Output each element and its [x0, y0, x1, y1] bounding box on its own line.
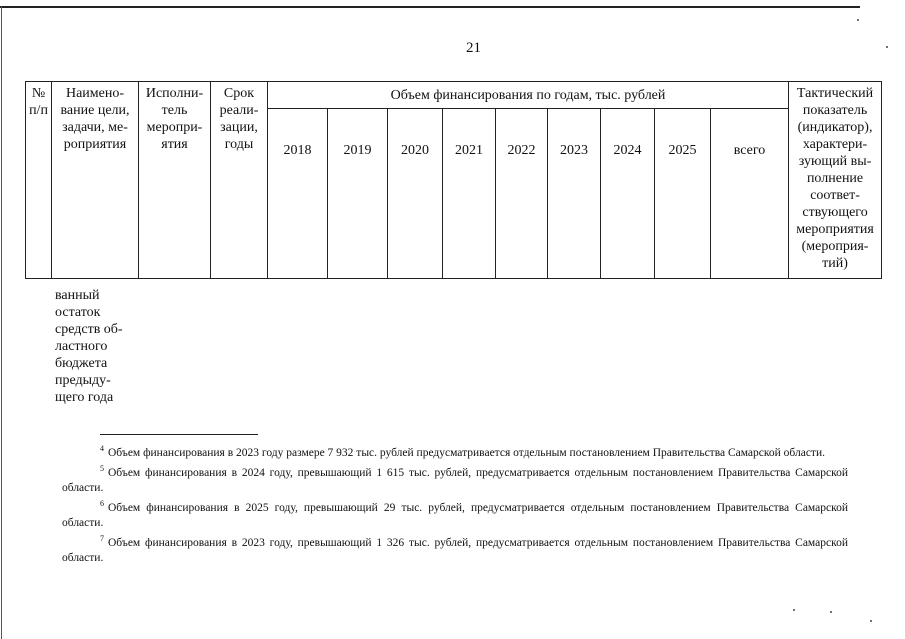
footnote — [62, 531, 848, 566]
year-cell: 2025 — [655, 109, 711, 279]
year-cell: 2019 — [328, 109, 388, 279]
scan-border-top — [0, 6, 860, 8]
footnote-text: Объем финансирования в 2024 году, превышающий 1 615 тыс. рублей, предусматривается отдельным постановлением Правительства Самарской области. — [62, 467, 848, 494]
header-cell-executor: Исполни- тель меропри- ятия — [139, 82, 211, 279]
table-header-row — [26, 82, 882, 109]
scan-speck — [830, 611, 832, 613]
scan-speck — [870, 620, 872, 622]
footnote-text: Объем финансирования в 2023 году размере 7 932 тыс. рублей предусматривается отдельным постановлением Правительства Самарской области. — [108, 447, 825, 459]
scan-border-left — [1, 6, 2, 639]
footnote — [62, 441, 848, 461]
continuation-text: ванный остаток средств об- ластного бюджета предыду- щего года — [55, 288, 123, 405]
footnote-text: Объем финансирования в 2025 году, превышающий 29 тыс. рублей, предусматривается отдельным постановлением Правительства Самарской области. — [62, 502, 848, 529]
header-cell-indicator: Тактический показатель (индикатор), характери- зующий вы- полнение соответ- ствующего мероприятия (мероприя- тий) — [789, 82, 882, 279]
scan-speck — [793, 609, 795, 611]
footnote-marker: 5 — [100, 464, 104, 473]
footnotes — [62, 441, 848, 566]
footnote-marker: 4 — [100, 444, 104, 453]
footnote-separator — [100, 434, 258, 435]
header-cell-name: Наимено- вание цели, задачи, ме- роприятия — [52, 82, 139, 279]
header-cell-number: № п/п — [26, 82, 52, 279]
header-cell-financing: Объем финансирования по годам, тыс. рублей — [268, 82, 789, 109]
year-cell: 2021 — [443, 109, 496, 279]
scan-speck — [886, 46, 888, 48]
footnote — [62, 461, 848, 496]
page-number: 21 — [466, 40, 481, 56]
footnote-marker: 7 — [100, 534, 104, 543]
footnote-text: Объем финансирования в 2023 году, превышающий 1 326 тыс. рублей, предусматривается отдельным постановлением Правительства Самарской области. — [62, 537, 848, 564]
footnote-marker: 6 — [100, 499, 104, 508]
financing-table — [25, 81, 882, 279]
scan-speck — [857, 19, 859, 21]
year-cell: 2023 — [548, 109, 601, 279]
year-cell: 2020 — [388, 109, 443, 279]
year-cell: 2022 — [496, 109, 548, 279]
footnote — [62, 496, 848, 531]
header-cell-term: Срок реали- зации, годы — [211, 82, 268, 279]
year-cell: 2024 — [601, 109, 655, 279]
year-cell: 2018 — [268, 109, 328, 279]
year-cell-total: всего — [711, 109, 789, 279]
